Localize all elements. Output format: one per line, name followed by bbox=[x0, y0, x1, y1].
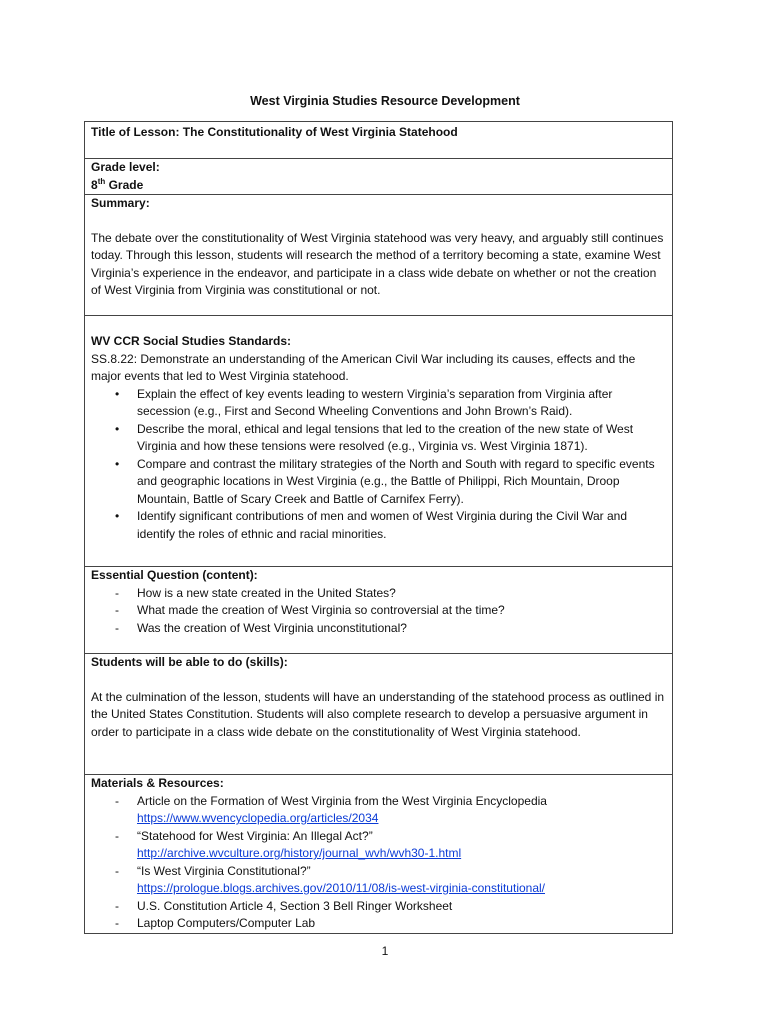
essential-row bbox=[85, 567, 673, 654]
material-link[interactable]: https://www.wvencyclopedia.org/articles/2034 bbox=[137, 811, 379, 825]
summary-row bbox=[85, 195, 673, 316]
skills-row bbox=[85, 654, 673, 775]
list-item bbox=[137, 793, 666, 828]
lesson-title: Title of Lesson: The Constitutionality of West Virginia Statehood bbox=[91, 125, 458, 139]
list-item: - What made the creation of West Virginia so controversial at the time? bbox=[137, 602, 666, 620]
list-item: • Compare and contrast the military strategies of the North and South with regard to specific events and geographic locations in West Virginia (e.g., the Battle of Philippi, Rich Mountain, Droop Mountain, Battle of Scary Creek and Battle of Carnifex Ferry). bbox=[137, 456, 666, 509]
document-title: West Virginia Studies Resource Development bbox=[250, 94, 520, 108]
list-item: - Was the creation of West Virginia unconstitutional? bbox=[137, 620, 666, 638]
list-item: • Describe the moral, ethical and legal tensions that led to the creation of the new state of West Virginia and how these tensions were resolved (e.g., Virginia vs. West Virginia 1871). bbox=[137, 421, 666, 456]
material-text: “Is West Virginia Constitutional?” bbox=[137, 863, 311, 878]
standards-heading: WV CCR Social Studies Standards: bbox=[91, 334, 292, 348]
list-item: • Identify significant contributions of men and women of West Virginia during the Civil War and identify the roles of ethnic and racial minorities. bbox=[137, 508, 666, 543]
grade-row bbox=[85, 159, 673, 195]
list-item bbox=[137, 915, 666, 933]
list-item: • Explain the effect of key events leading to western Virginia’s separation from Virginia after secession (e.g., First and Second Wheeling Conventions and John Brown’s Raid). bbox=[137, 386, 666, 421]
summary-text: The debate over the constitutionality of West Virginia statehood was very heavy, and arguably still continues today. Through this lesson, students will research the method of a territory becoming a state, examine West Virginia’s experience in the endeavor, and participate in a class wide debate on whether or not the creation of West Virginia from Virginia was constitutional or not. bbox=[91, 230, 664, 297]
material-text: Laptop Computers/Computer Lab bbox=[137, 916, 316, 930]
list-item bbox=[137, 828, 666, 863]
material-link[interactable]: http://archive.wvculture.org/history/journal_wvh/wvh30-1.html bbox=[137, 846, 462, 860]
skills-heading: Students will be able to do (skills): bbox=[91, 655, 288, 669]
material-text: U.S. Constitution Article 4, Section 3 Bell Ringer Worksheet bbox=[137, 898, 453, 913]
summary-heading: Summary: bbox=[91, 196, 150, 210]
list-item: - How is a new state created in the United States? bbox=[137, 585, 666, 603]
standards-intro: SS.8.22: Demonstrate an understanding of the American Civil War including its causes, effects and the major events that led to West Virginia statehood. bbox=[91, 351, 636, 383]
materials-row bbox=[85, 775, 673, 934]
standards-row bbox=[85, 316, 673, 567]
skills-text: At the culmination of the lesson, students will have an understanding of the statehood process as outlined in the United States Constitution. Students will also complete research to develop a persuasive argument in order to participate in a class wide debate on the constitutionality of West Virginia statehood. bbox=[91, 689, 665, 739]
essential-list bbox=[91, 585, 666, 638]
list-item bbox=[137, 863, 666, 898]
title-row bbox=[85, 122, 673, 159]
material-link[interactable]: https://prologue.blogs.archives.gov/2010/11/08/is-west-virginia-constitutional/ bbox=[137, 881, 545, 895]
materials-list bbox=[91, 793, 666, 933]
list-item bbox=[137, 898, 666, 916]
essential-heading: Essential Question (content): bbox=[91, 568, 258, 582]
page-number: 1 bbox=[381, 944, 389, 958]
grade-value: 8th Grade bbox=[91, 176, 144, 192]
standards-list bbox=[91, 386, 666, 544]
materials-heading: Materials & Resources: bbox=[91, 776, 224, 790]
grade-label: Grade level: bbox=[91, 160, 160, 174]
material-text: “Statehood for West Virginia: An Illegal Act?” bbox=[137, 828, 373, 843]
lesson-table bbox=[84, 121, 673, 934]
material-text: Article on the Formation of West Virginia from the West Virginia Encyclopedia bbox=[137, 793, 547, 808]
